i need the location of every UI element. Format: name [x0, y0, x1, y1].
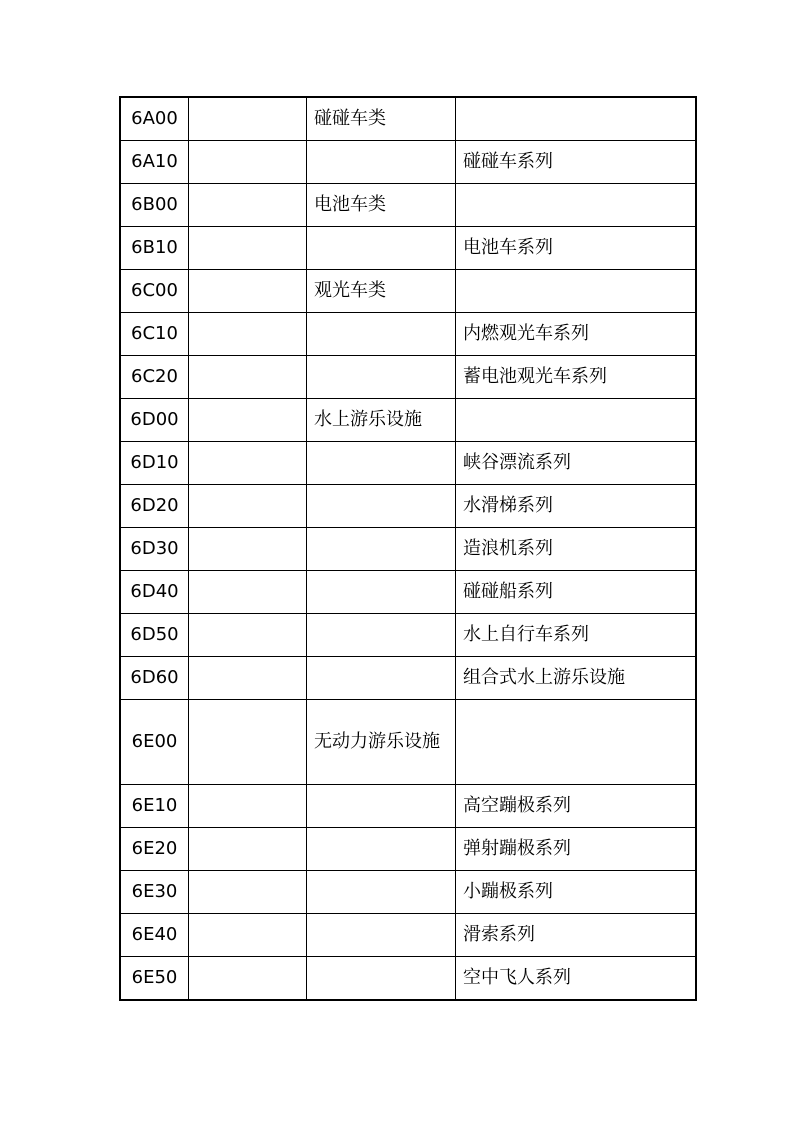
table-row [120, 957, 696, 1001]
empty-cell [189, 914, 307, 957]
table-row [120, 270, 696, 313]
category-cell: 水上游乐设施 [307, 399, 456, 442]
category-cell [307, 700, 456, 785]
category-cell [307, 141, 456, 184]
category-cell [307, 356, 456, 399]
series-cell: 碰碰车系列 [456, 141, 697, 184]
code-cell: 6C00 [120, 270, 189, 313]
empty-cell [189, 485, 307, 528]
code-cell: 6A00 [120, 97, 189, 141]
code-cell: 6E40 [120, 914, 189, 957]
code-cell: 6E00 [120, 700, 189, 785]
code-cell: 6C20 [120, 356, 189, 399]
table-row [120, 141, 696, 184]
series-cell: 碰碰船系列 [456, 571, 697, 614]
table-row [120, 700, 696, 785]
table-row [120, 614, 696, 657]
code-cell: 6B10 [120, 227, 189, 270]
empty-cell [189, 657, 307, 700]
code-cell: 6E20 [120, 828, 189, 871]
table-row [120, 485, 696, 528]
category-cell: 碰碰车类 [307, 97, 456, 141]
table-row [120, 227, 696, 270]
empty-cell [189, 700, 307, 785]
series-cell: 水滑梯系列 [456, 485, 697, 528]
table-row [120, 914, 696, 957]
code-cell: 6D50 [120, 614, 189, 657]
empty-cell [189, 97, 307, 141]
series-cell [456, 700, 697, 785]
category-cell: 观光车类 [307, 270, 456, 313]
code-cell: 6A10 [120, 141, 189, 184]
code-cell: 6D20 [120, 485, 189, 528]
table-row [120, 356, 696, 399]
series-cell: 内燃观光车系列 [456, 313, 697, 356]
category-cell [307, 528, 456, 571]
empty-cell [189, 270, 307, 313]
series-cell: 空中飞人系列 [456, 957, 697, 1001]
series-cell: 电池车系列 [456, 227, 697, 270]
table-row [120, 184, 696, 227]
category-cell [307, 614, 456, 657]
code-cell: 6E10 [120, 785, 189, 828]
empty-cell [189, 141, 307, 184]
code-cell: 6D40 [120, 571, 189, 614]
series-cell: 小蹦极系列 [456, 871, 697, 914]
code-cell: 6E50 [120, 957, 189, 1001]
code-cell: 6B00 [120, 184, 189, 227]
series-cell [456, 270, 697, 313]
empty-cell [189, 442, 307, 485]
equipment-code-table [119, 96, 697, 1001]
table-row [120, 528, 696, 571]
empty-cell [189, 571, 307, 614]
series-cell: 组合式水上游乐设施 [456, 657, 697, 700]
empty-cell [189, 356, 307, 399]
empty-cell [189, 785, 307, 828]
category-cell [307, 828, 456, 871]
category-cell [307, 442, 456, 485]
category-cell: 电池车类 [307, 184, 456, 227]
category-cell [307, 871, 456, 914]
series-cell: 高空蹦极系列 [456, 785, 697, 828]
table-row [120, 785, 696, 828]
code-cell: 6D30 [120, 528, 189, 571]
category-cell [307, 657, 456, 700]
empty-cell [189, 957, 307, 1001]
code-cell: 6D60 [120, 657, 189, 700]
series-cell: 蓄电池观光车系列 [456, 356, 697, 399]
code-cell: 6E30 [120, 871, 189, 914]
table-row [120, 97, 696, 141]
series-cell [456, 399, 697, 442]
series-cell: 峡谷漂流系列 [456, 442, 697, 485]
empty-cell [189, 828, 307, 871]
table-row [120, 657, 696, 700]
category-cell [307, 313, 456, 356]
empty-cell [189, 399, 307, 442]
category-cell [307, 485, 456, 528]
table-row [120, 871, 696, 914]
empty-cell [189, 871, 307, 914]
category-cell [307, 957, 456, 1001]
series-cell: 弹射蹦极系列 [456, 828, 697, 871]
empty-cell [189, 313, 307, 356]
table-row [120, 399, 696, 442]
table-row [120, 571, 696, 614]
category-text: 无动力游乐设施 [314, 731, 440, 752]
category-cell [307, 571, 456, 614]
series-cell [456, 184, 697, 227]
empty-cell [189, 614, 307, 657]
code-cell: 6D00 [120, 399, 189, 442]
code-cell: 6D10 [120, 442, 189, 485]
table-row [120, 828, 696, 871]
series-cell [456, 97, 697, 141]
series-cell: 水上自行车系列 [456, 614, 697, 657]
table-row [120, 313, 696, 356]
empty-cell [189, 184, 307, 227]
code-cell: 6C10 [120, 313, 189, 356]
category-cell [307, 785, 456, 828]
empty-cell [189, 227, 307, 270]
table-row [120, 442, 696, 485]
series-cell: 滑索系列 [456, 914, 697, 957]
empty-cell [189, 528, 307, 571]
series-cell: 造浪机系列 [456, 528, 697, 571]
category-cell [307, 914, 456, 957]
category-cell [307, 227, 456, 270]
